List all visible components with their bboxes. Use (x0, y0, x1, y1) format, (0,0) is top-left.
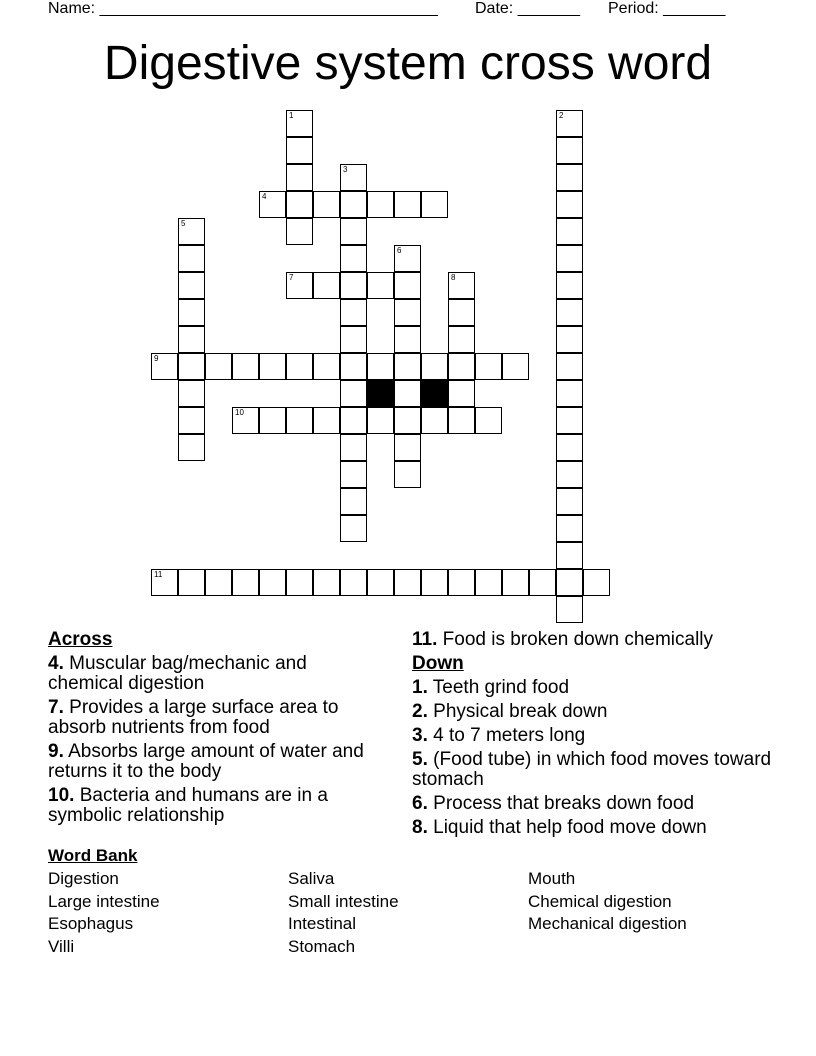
crossword-cell[interactable] (448, 326, 475, 353)
crossword-cell[interactable] (502, 569, 529, 596)
crossword-cell[interactable] (259, 353, 286, 380)
crossword-black-cell (367, 380, 394, 407)
crossword-cell[interactable] (556, 110, 583, 137)
crossword-cell[interactable] (556, 515, 583, 542)
clue-down-5: 5. (Food tube) in which food moves toward stomach (412, 749, 772, 790)
crossword-cell[interactable] (556, 218, 583, 245)
crossword-cell[interactable] (286, 407, 313, 434)
down-clues (412, 630, 772, 842)
crossword-cell[interactable] (205, 353, 232, 380)
crossword-cell[interactable] (502, 353, 529, 380)
crossword-cell[interactable] (340, 353, 367, 380)
word-bank-item: Intestinal (288, 914, 357, 933)
crossword-cell[interactable] (313, 272, 340, 299)
clue-down-6: 6. Process that breaks down food (412, 793, 695, 814)
crossword-cell[interactable] (340, 272, 367, 299)
crossword-cell[interactable] (421, 191, 448, 218)
crossword-cell[interactable] (394, 191, 421, 218)
crossword-cell[interactable] (178, 326, 205, 353)
crossword-cell[interactable] (313, 353, 340, 380)
crossword-cell[interactable] (448, 272, 475, 299)
crossword-cell[interactable] (232, 407, 259, 434)
crossword-cell[interactable] (340, 488, 367, 515)
crossword-cell[interactable] (556, 434, 583, 461)
clue-across-10: 10. Bacteria and humans are in a symbolic relationship (48, 785, 328, 826)
crossword-cell[interactable] (394, 272, 421, 299)
page-title: Digestive system cross word (103, 37, 713, 90)
crossword-cell[interactable] (556, 569, 583, 596)
crossword-cell[interactable] (394, 434, 421, 461)
crossword-cell[interactable] (340, 245, 367, 272)
word-bank-item: Large intestine (48, 891, 160, 911)
crossword-cell[interactable] (556, 407, 583, 434)
crossword-cell[interactable] (556, 164, 583, 191)
crossword-cell[interactable] (178, 434, 205, 461)
crossword-cell[interactable] (394, 353, 421, 380)
clue-down-3: 3. 4 to 7 meters long (412, 725, 586, 746)
crossword-cell[interactable] (340, 515, 367, 542)
crossword-cell[interactable] (556, 380, 583, 407)
crossword-cell[interactable] (340, 569, 367, 596)
clue-number: 1 (289, 111, 294, 120)
crossword-cell[interactable] (556, 596, 583, 623)
clue-number: 10 (235, 408, 244, 417)
crossword-cell[interactable] (394, 380, 421, 407)
clue-number: 9 (154, 354, 159, 363)
crossword-cell[interactable] (286, 218, 313, 245)
crossword-cell[interactable] (151, 353, 178, 380)
clue-across-11: 11. Food is broken down chemically (412, 629, 714, 650)
clue-number: 4 (262, 192, 267, 201)
crossword-cell[interactable] (556, 326, 583, 353)
crossword-cell[interactable] (286, 272, 313, 299)
crossword-cell[interactable] (394, 299, 421, 326)
crossword-cell[interactable] (421, 407, 448, 434)
crossword-cell[interactable] (421, 569, 448, 596)
crossword-cell[interactable] (178, 299, 205, 326)
clue-down-1: 1. Teeth grind food (412, 677, 570, 698)
word-bank-column-1 (48, 868, 160, 958)
crossword-cell[interactable] (313, 191, 340, 218)
crossword-cell[interactable] (259, 191, 286, 218)
crossword-cell[interactable] (340, 164, 367, 191)
crossword-cell[interactable] (556, 353, 583, 380)
word-bank-item: Small intestine (288, 891, 399, 911)
across-heading: Across (48, 629, 113, 650)
crossword-cell[interactable] (313, 569, 340, 596)
crossword-cell[interactable] (556, 542, 583, 569)
crossword-cell[interactable] (529, 569, 556, 596)
crossword-cell[interactable] (205, 569, 232, 596)
clue-across-7: 7. Provides a large surface area to absorb nutrients from food (48, 697, 339, 738)
word-bank-item: Stomach (288, 936, 356, 956)
crossword-cell[interactable] (394, 569, 421, 596)
word-bank-column-3 (528, 868, 687, 936)
crossword-cell[interactable] (367, 353, 394, 380)
crossword-cell[interactable] (556, 137, 583, 164)
down-heading: Down (412, 653, 464, 674)
crossword-cell[interactable] (367, 569, 394, 596)
crossword-cell[interactable] (178, 218, 205, 245)
crossword-cell[interactable] (313, 407, 340, 434)
clue-number: 2 (559, 111, 564, 120)
crossword-cell[interactable] (286, 191, 313, 218)
crossword-cell[interactable] (178, 245, 205, 272)
clue-down-8: 8. Liquid that help food move down (412, 817, 707, 838)
crossword-cell[interactable] (394, 407, 421, 434)
crossword-cell[interactable] (583, 569, 610, 596)
word-bank-item: Mouth (528, 869, 576, 888)
period-field[interactable]: Period: _______ (608, 0, 726, 17)
crossword-cell[interactable] (475, 353, 502, 380)
crossword-cell[interactable] (340, 434, 367, 461)
crossword-cell[interactable] (286, 353, 313, 380)
crossword-cell[interactable] (556, 299, 583, 326)
crossword-cell[interactable] (394, 245, 421, 272)
crossword-cell[interactable] (556, 272, 583, 299)
crossword-cell[interactable] (556, 488, 583, 515)
word-bank-item: Esophagus (48, 914, 134, 933)
crossword-cell[interactable] (448, 353, 475, 380)
crossword-cell[interactable] (232, 569, 259, 596)
crossword-cell[interactable] (448, 569, 475, 596)
date-field[interactable]: Date: _______ (475, 0, 580, 17)
crossword-cell[interactable] (286, 137, 313, 164)
crossword-cell[interactable] (340, 326, 367, 353)
crossword-cell[interactable] (259, 407, 286, 434)
clue-down-2: 2. Physical break down (412, 701, 608, 722)
crossword-cell[interactable] (286, 569, 313, 596)
crossword-cell[interactable] (286, 164, 313, 191)
clue-number: 7 (289, 273, 294, 282)
clue-number: 6 (397, 246, 402, 255)
crossword-cell[interactable] (448, 380, 475, 407)
crossword-cell[interactable] (475, 407, 502, 434)
crossword-cell[interactable] (178, 569, 205, 596)
word-bank-item: Saliva (288, 869, 335, 888)
crossword-cell[interactable] (178, 380, 205, 407)
crossword-cell[interactable] (394, 326, 421, 353)
word-bank-title: Word Bank (48, 846, 138, 865)
crossword-cell[interactable] (340, 461, 367, 488)
crossword-cell[interactable] (340, 191, 367, 218)
crossword-cell[interactable] (367, 191, 394, 218)
clue-across-4: 4. Muscular bag/mechanic and chemical digestion (48, 653, 307, 694)
word-bank-column-2 (288, 868, 399, 958)
clue-number: 11 (154, 570, 163, 579)
crossword-cell[interactable] (448, 407, 475, 434)
crossword-cell[interactable] (367, 272, 394, 299)
crossword-cell[interactable] (340, 218, 367, 245)
crossword-cell[interactable] (394, 461, 421, 488)
crossword-cell[interactable] (232, 353, 259, 380)
crossword-cell[interactable] (286, 110, 313, 137)
crossword-cell[interactable] (340, 407, 367, 434)
crossword-cell[interactable] (367, 407, 394, 434)
name-field[interactable]: Name: ______________________________________ (48, 0, 438, 17)
crossword-cell[interactable] (340, 380, 367, 407)
crossword-black-cell (421, 380, 448, 407)
clue-across-9: 9. Absorbs large amount of water and returns it to the body (48, 741, 364, 782)
clue-number: 5 (181, 219, 186, 228)
crossword-cell[interactable] (448, 299, 475, 326)
across-clues (48, 630, 378, 830)
crossword-cell[interactable] (556, 191, 583, 218)
clue-number: 3 (343, 165, 348, 174)
crossword-cell[interactable] (151, 569, 178, 596)
word-bank-item: Digestion (48, 869, 119, 888)
word-bank-item: Villi (48, 936, 75, 956)
crossword-cell[interactable] (556, 245, 583, 272)
word-bank-item: Chemical digestion (528, 891, 672, 911)
word-bank-item: Mechanical digestion (528, 914, 687, 933)
crossword-cell[interactable] (340, 299, 367, 326)
crossword-cell[interactable] (178, 272, 205, 299)
crossword-cell[interactable] (259, 569, 286, 596)
crossword-cell[interactable] (475, 569, 502, 596)
crossword-cell[interactable] (178, 407, 205, 434)
clue-number: 8 (451, 273, 456, 282)
crossword-cell[interactable] (178, 353, 205, 380)
crossword-cell[interactable] (421, 353, 448, 380)
crossword-cell[interactable] (556, 461, 583, 488)
